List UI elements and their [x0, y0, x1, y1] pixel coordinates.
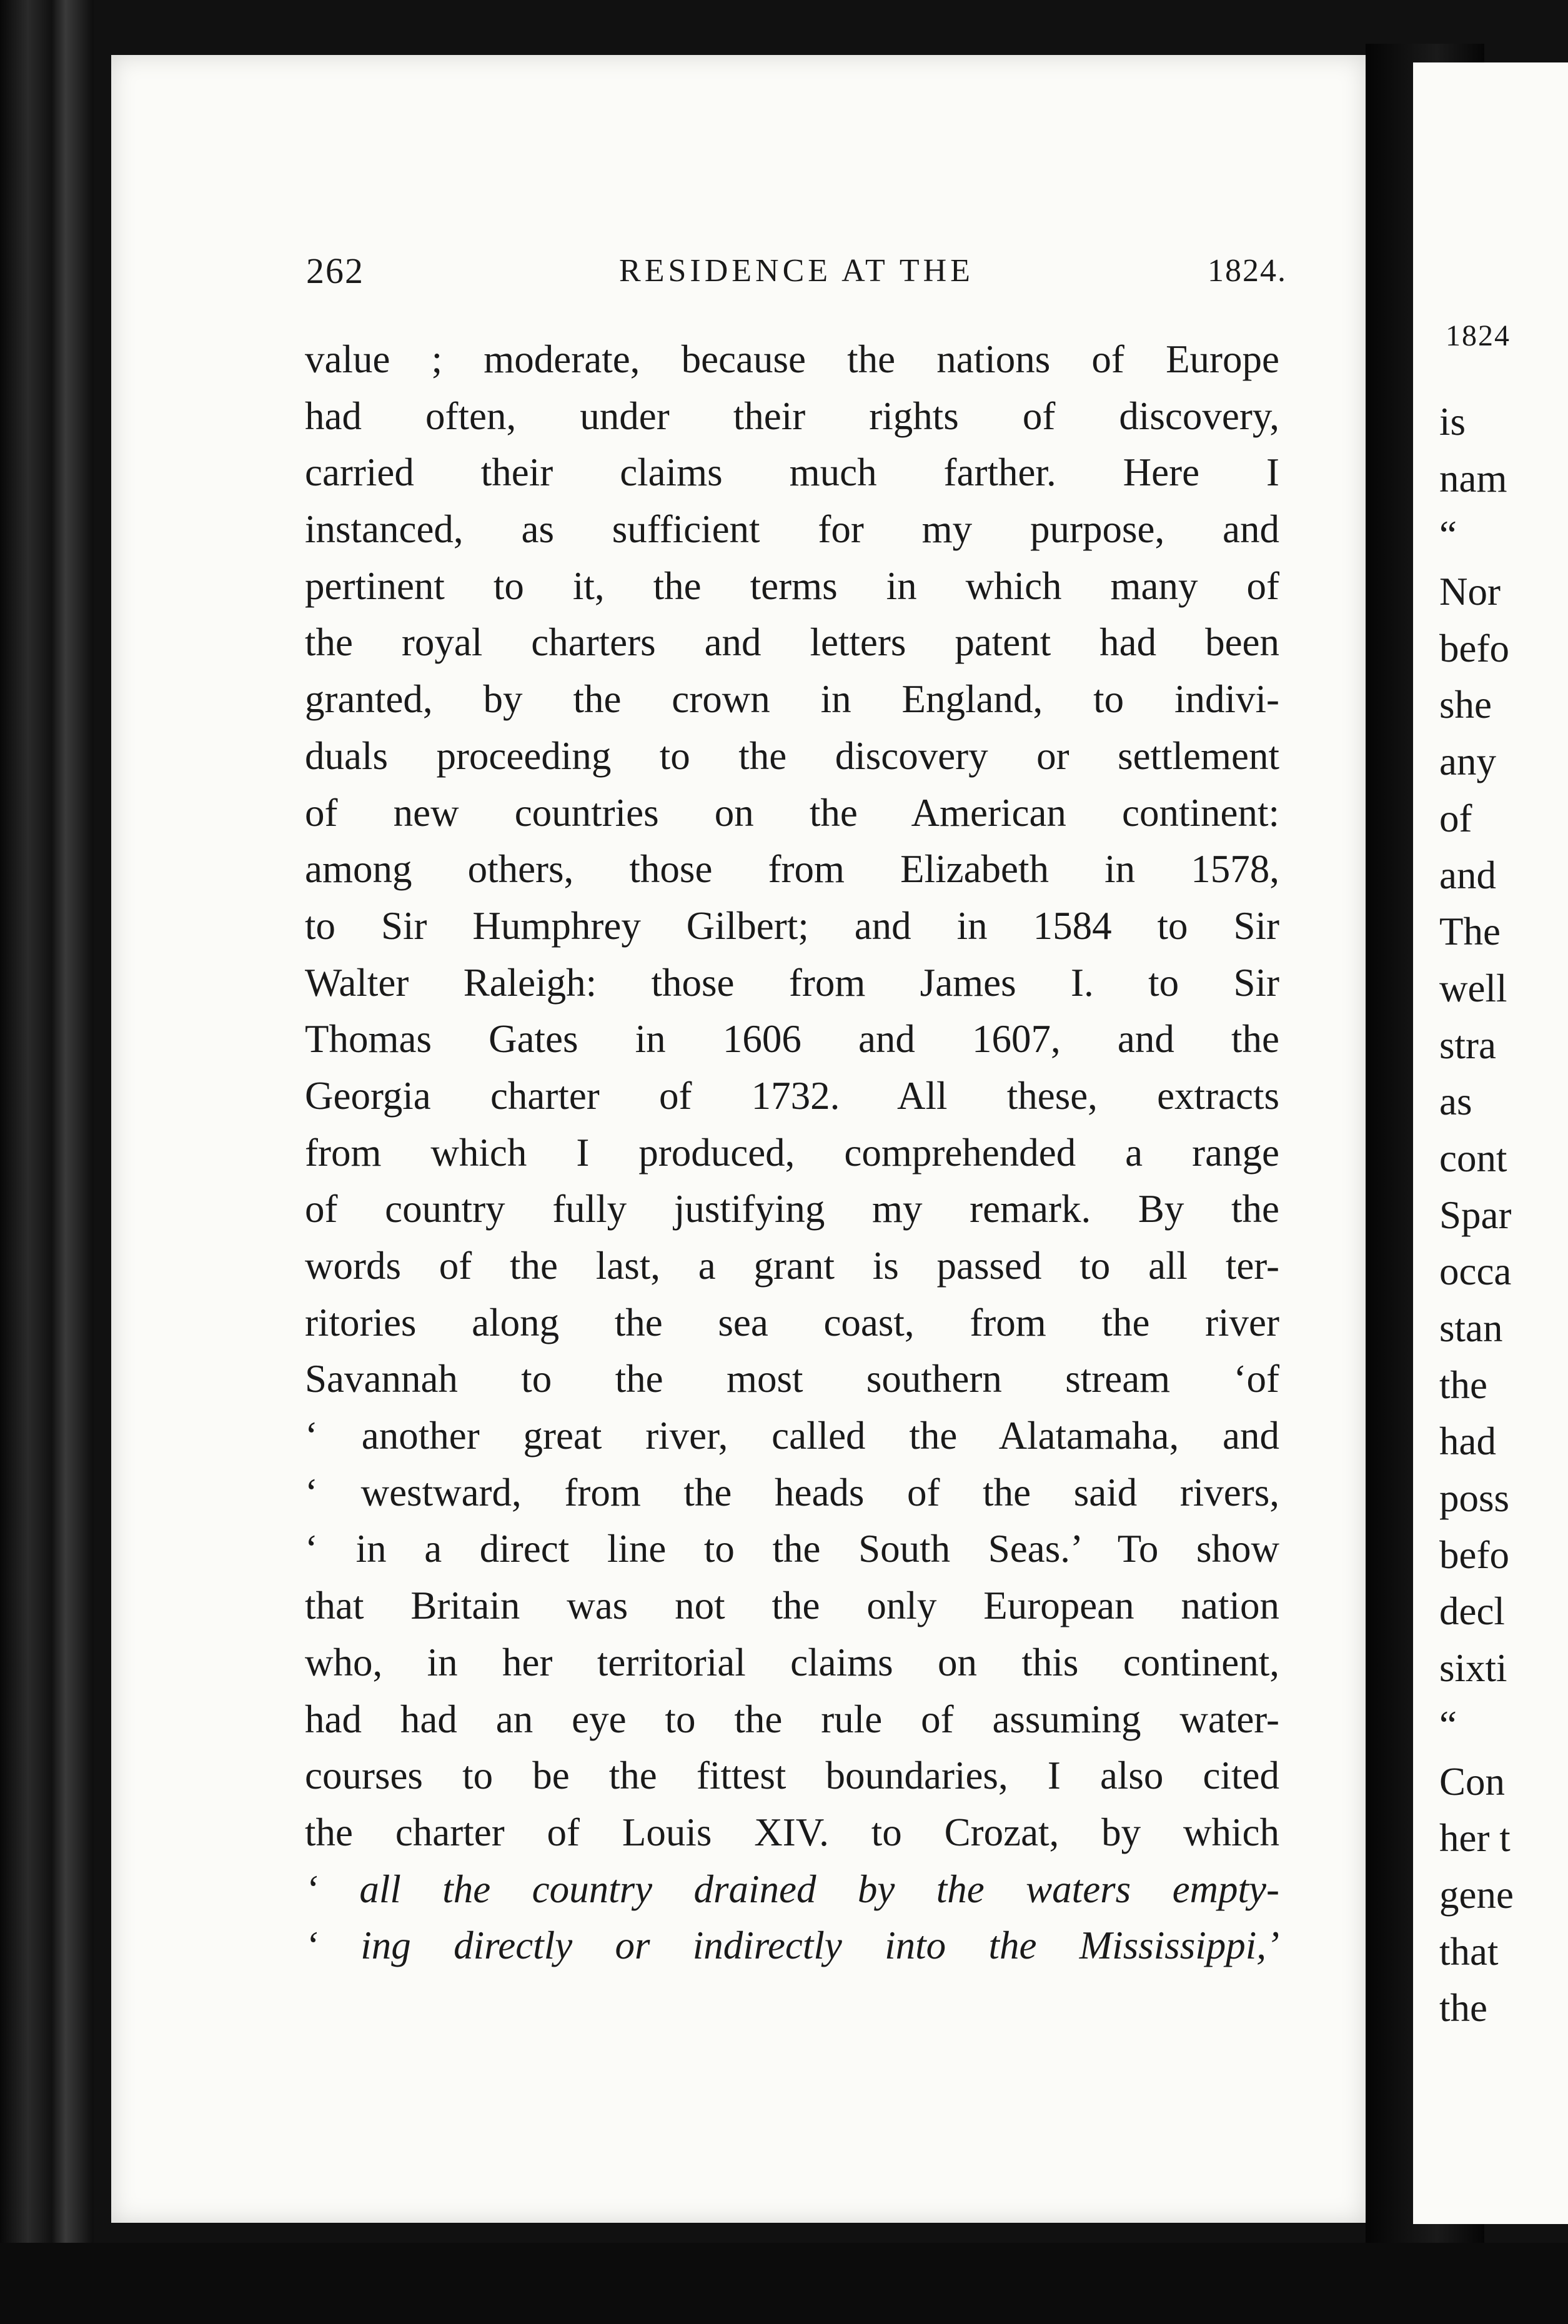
- facing-text-line: sixti: [1439, 1646, 1507, 1691]
- text-line: carried their claims much farther. Here I: [305, 450, 1279, 495]
- text-line: among others, those from Elizabeth in 1578,: [305, 847, 1279, 891]
- page-header: [306, 250, 1287, 300]
- facing-page-text: [1439, 394, 1568, 2037]
- text-line: to Sir Humphrey Gilbert; and in 1584 to Sir: [305, 903, 1279, 948]
- running-title: RESIDENCE AT THE: [619, 253, 974, 289]
- facing-text-line: that: [1439, 1929, 1499, 1974]
- text-line: duals proceeding to the discovery or settlement: [305, 733, 1279, 778]
- facing-text-line: any: [1439, 740, 1496, 784]
- facing-text-line: Spar: [1439, 1193, 1512, 1237]
- text-line: granted, by the crown in England, to indivi-: [305, 677, 1279, 722]
- text-line: instanced, as sufficient for my purpose, and: [305, 507, 1279, 552]
- text-line: value ; moderate, because the nations of Europe: [305, 337, 1279, 381]
- facing-page-header: 1824: [1446, 319, 1511, 352]
- facing-text-line: decl: [1439, 1589, 1505, 1634]
- text-line: Thomas Gates in 1606 and 1607, and the: [305, 1017, 1279, 1061]
- body-text: [305, 331, 1279, 1974]
- facing-text-line: “: [1439, 513, 1457, 557]
- facing-text-line: Nor: [1439, 570, 1501, 614]
- facing-text-line: had: [1439, 1419, 1496, 1464]
- text-line: pertinent to it, the terms in which many of: [305, 564, 1279, 608]
- facing-text-line: befo: [1439, 626, 1509, 670]
- text-line: of country fully justifying my remark. By the: [305, 1187, 1279, 1231]
- text-line: ritories along the sea coast, from the river: [305, 1300, 1279, 1344]
- text-line: ‘ ing directly or indirectly into the Mississippi,’: [305, 1924, 1279, 1968]
- facing-text-line: befo: [1439, 1532, 1509, 1577]
- text-line: who, in her territorial claims on this continent,: [305, 1640, 1279, 1684]
- facing-text-line: Con: [1439, 1759, 1506, 1804]
- facing-text-line: nam: [1439, 456, 1507, 500]
- text-line: the royal charters and letters patent had been: [305, 620, 1279, 665]
- facing-text-line: her t: [1439, 1816, 1511, 1860]
- facing-text-line: cont: [1439, 1136, 1507, 1180]
- page-number: 262: [306, 251, 364, 291]
- facing-text-line: she: [1439, 683, 1492, 727]
- facing-text-line: well: [1439, 966, 1507, 1010]
- facing-text-line: The: [1439, 910, 1501, 954]
- facing-text-line: occa: [1439, 1249, 1512, 1294]
- text-line: ‘ another great river, called the Alatamaha, and: [305, 1414, 1279, 1458]
- facing-text-line: “: [1439, 1702, 1457, 1747]
- text-line: ‘ all the country drained by the waters empty-: [305, 1867, 1279, 1911]
- text-line: the charter of Louis XIV. to Crozat, by which: [305, 1810, 1279, 1854]
- text-line: Walter Raleigh: those from James I. to Sir: [305, 960, 1279, 1005]
- facing-text-line: of: [1439, 796, 1472, 840]
- text-line: of new countries on the American continent:: [305, 790, 1279, 835]
- facing-text-line: the: [1439, 1363, 1487, 1407]
- text-line: that Britain was not the only European nation: [305, 1584, 1279, 1628]
- text-line: words of the last, a grant is passed to all ter-: [305, 1244, 1279, 1288]
- text-line: ‘ westward, from the heads of the said rivers,: [305, 1470, 1279, 1514]
- scan-bottom-edge: [0, 2243, 1568, 2324]
- scan-left-edge: [0, 0, 94, 2324]
- facing-text-line: as: [1439, 1080, 1472, 1124]
- header-year: 1824.: [1208, 253, 1287, 289]
- facing-text-line: and: [1439, 853, 1496, 897]
- facing-text-line: the: [1439, 1986, 1487, 2030]
- facing-text-line: poss: [1439, 1476, 1510, 1521]
- text-line: Savannah to the most southern stream ‘of: [305, 1357, 1279, 1401]
- facing-text-line: gene: [1439, 1872, 1514, 1917]
- text-line: had had an eye to the rule of assuming water-: [305, 1697, 1279, 1741]
- facing-text-line: stra: [1439, 1023, 1496, 1067]
- facing-text-line: stan: [1439, 1306, 1503, 1350]
- facing-text-line: is: [1439, 400, 1466, 444]
- text-line: ‘ in a direct line to the South Seas.’ To show: [305, 1527, 1279, 1571]
- text-line: from which I produced, comprehended a range: [305, 1130, 1279, 1174]
- text-line: courses to be the fittest boundaries, I also cited: [305, 1754, 1279, 1798]
- book-page-right: [1413, 62, 1568, 2224]
- text-line: had often, under their rights of discovery,: [305, 394, 1279, 438]
- text-line: Georgia charter of 1732. All these, extracts: [305, 1073, 1279, 1118]
